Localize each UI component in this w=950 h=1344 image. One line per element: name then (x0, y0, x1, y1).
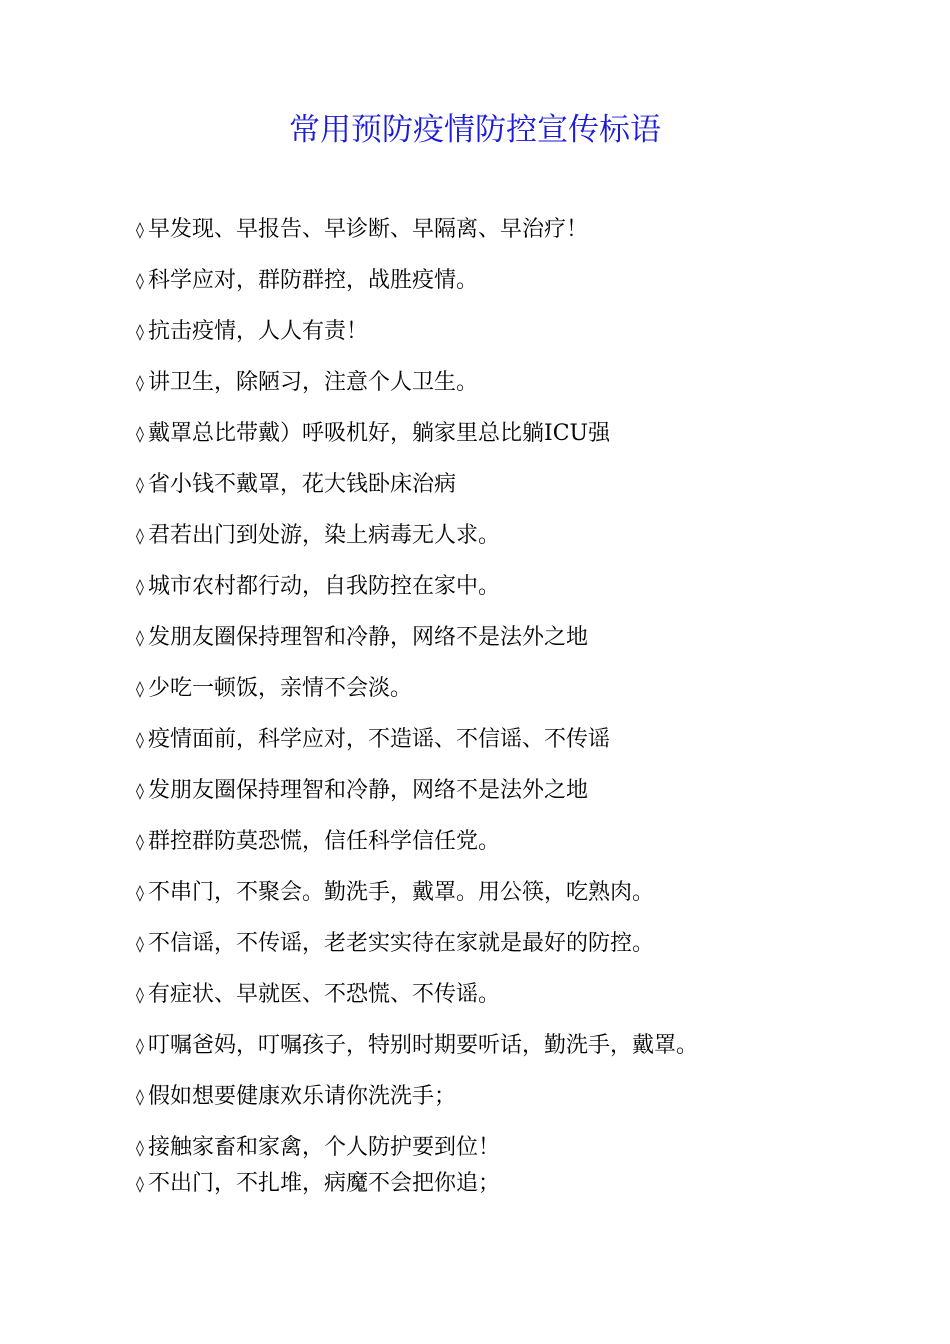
diamond-bullet-icon: ◊ (136, 526, 144, 545)
diamond-bullet-icon: ◊ (136, 628, 144, 647)
slogan-item (136, 363, 916, 414)
slogan-list (136, 210, 916, 1215)
slogan-text: 科学应对，群防群控，战胜疫情。 (148, 268, 479, 293)
diamond-bullet-icon: ◊ (136, 322, 144, 341)
slogan-text: 接触家畜和家禽，个人防护要到位！ (148, 1135, 501, 1160)
slogan-item (136, 669, 916, 720)
diamond-bullet-icon: ◊ (136, 730, 144, 749)
slogan-item (136, 975, 916, 1026)
slogan-text: 少吃一顿饭，亲情不会淡。 (148, 676, 413, 701)
slogan-item (136, 873, 916, 924)
slogan-item (136, 1077, 916, 1128)
slogan-text: 叮嘱爸妈，叮嘱孩子，特别时期要听话，勤洗手，戴罩。 (148, 1033, 699, 1058)
diamond-bullet-icon: ◊ (136, 271, 144, 290)
diamond-bullet-icon: ◊ (136, 883, 144, 902)
slogan-item (136, 1128, 916, 1164)
diamond-bullet-icon: ◊ (136, 985, 144, 1004)
slogan-text: 讲卫生，除陋习，注意个人卫生。 (148, 370, 479, 395)
slogan-text: 不信谣，不传谣，老老实实待在家就是最好的防控。 (148, 931, 655, 956)
slogan-text: 疫情面前，科学应对，不造谣、不信谣、不传谣 (148, 727, 611, 752)
slogan-item (136, 618, 916, 669)
slogan-item (136, 312, 916, 363)
slogan-item (136, 822, 916, 873)
slogan-text: 省小钱不戴罩，花大钱卧床治病 (148, 472, 457, 497)
diamond-bullet-icon: ◊ (136, 1138, 144, 1157)
slogan-text: 早发现、早报告、早诊断、早隔离、早治疗！ (148, 217, 589, 242)
diamond-bullet-icon: ◊ (136, 424, 144, 443)
diamond-bullet-icon: ◊ (136, 1087, 144, 1106)
slogan-item (136, 771, 916, 822)
slogan-text: 群控群防莫恐慌，信任科学信任党。 (148, 829, 501, 854)
slogan-text: 戴罩总比带戴）呼吸机好，躺家里总比躺ICU强 (148, 421, 611, 446)
diamond-bullet-icon: ◊ (136, 220, 144, 239)
slogan-item (136, 1026, 916, 1077)
slogan-item (136, 516, 916, 567)
slogan-text: 假如想要健康欢乐请你洗洗手； (148, 1084, 457, 1109)
slogan-item (136, 210, 916, 261)
slogan-item (136, 414, 916, 465)
slogan-item (136, 1164, 916, 1215)
diamond-bullet-icon: ◊ (136, 679, 144, 698)
slogan-text: 君若出门到处游，染上病毒无人求。 (148, 523, 501, 548)
diamond-bullet-icon: ◊ (136, 832, 144, 851)
diamond-bullet-icon: ◊ (136, 475, 144, 494)
slogan-item (136, 465, 916, 516)
slogan-item (136, 261, 916, 312)
slogan-item (136, 567, 916, 618)
diamond-bullet-icon: ◊ (136, 577, 144, 596)
diamond-bullet-icon: ◊ (136, 373, 144, 392)
slogan-text: 发朋友圈保持理智和冷静，网络不是法外之地 (148, 625, 589, 650)
diamond-bullet-icon: ◊ (136, 934, 144, 953)
slogan-item (136, 924, 916, 975)
slogan-text: 有症状、早就医、不恐慌、不传谣。 (148, 982, 501, 1007)
slogan-text: 不串门，不聚会。勤洗手，戴罩。用公筷，吃熟肉。 (148, 880, 655, 905)
diamond-bullet-icon: ◊ (136, 1036, 144, 1055)
slogan-text: 不出门，不扎堆，病魔不会把你追； (148, 1171, 501, 1196)
diamond-bullet-icon: ◊ (136, 781, 144, 800)
slogan-text: 发朋友圈保持理智和冷静，网络不是法外之地 (148, 778, 589, 803)
slogan-text: 抗击疫情，人人有责！ (148, 319, 369, 344)
diamond-bullet-icon: ◊ (136, 1174, 144, 1193)
document-title: 常用预防疫情防控宣传标语 (289, 112, 661, 148)
slogan-text: 城市农村都行动，自我防控在家中。 (148, 574, 501, 599)
slogan-item (136, 720, 916, 771)
